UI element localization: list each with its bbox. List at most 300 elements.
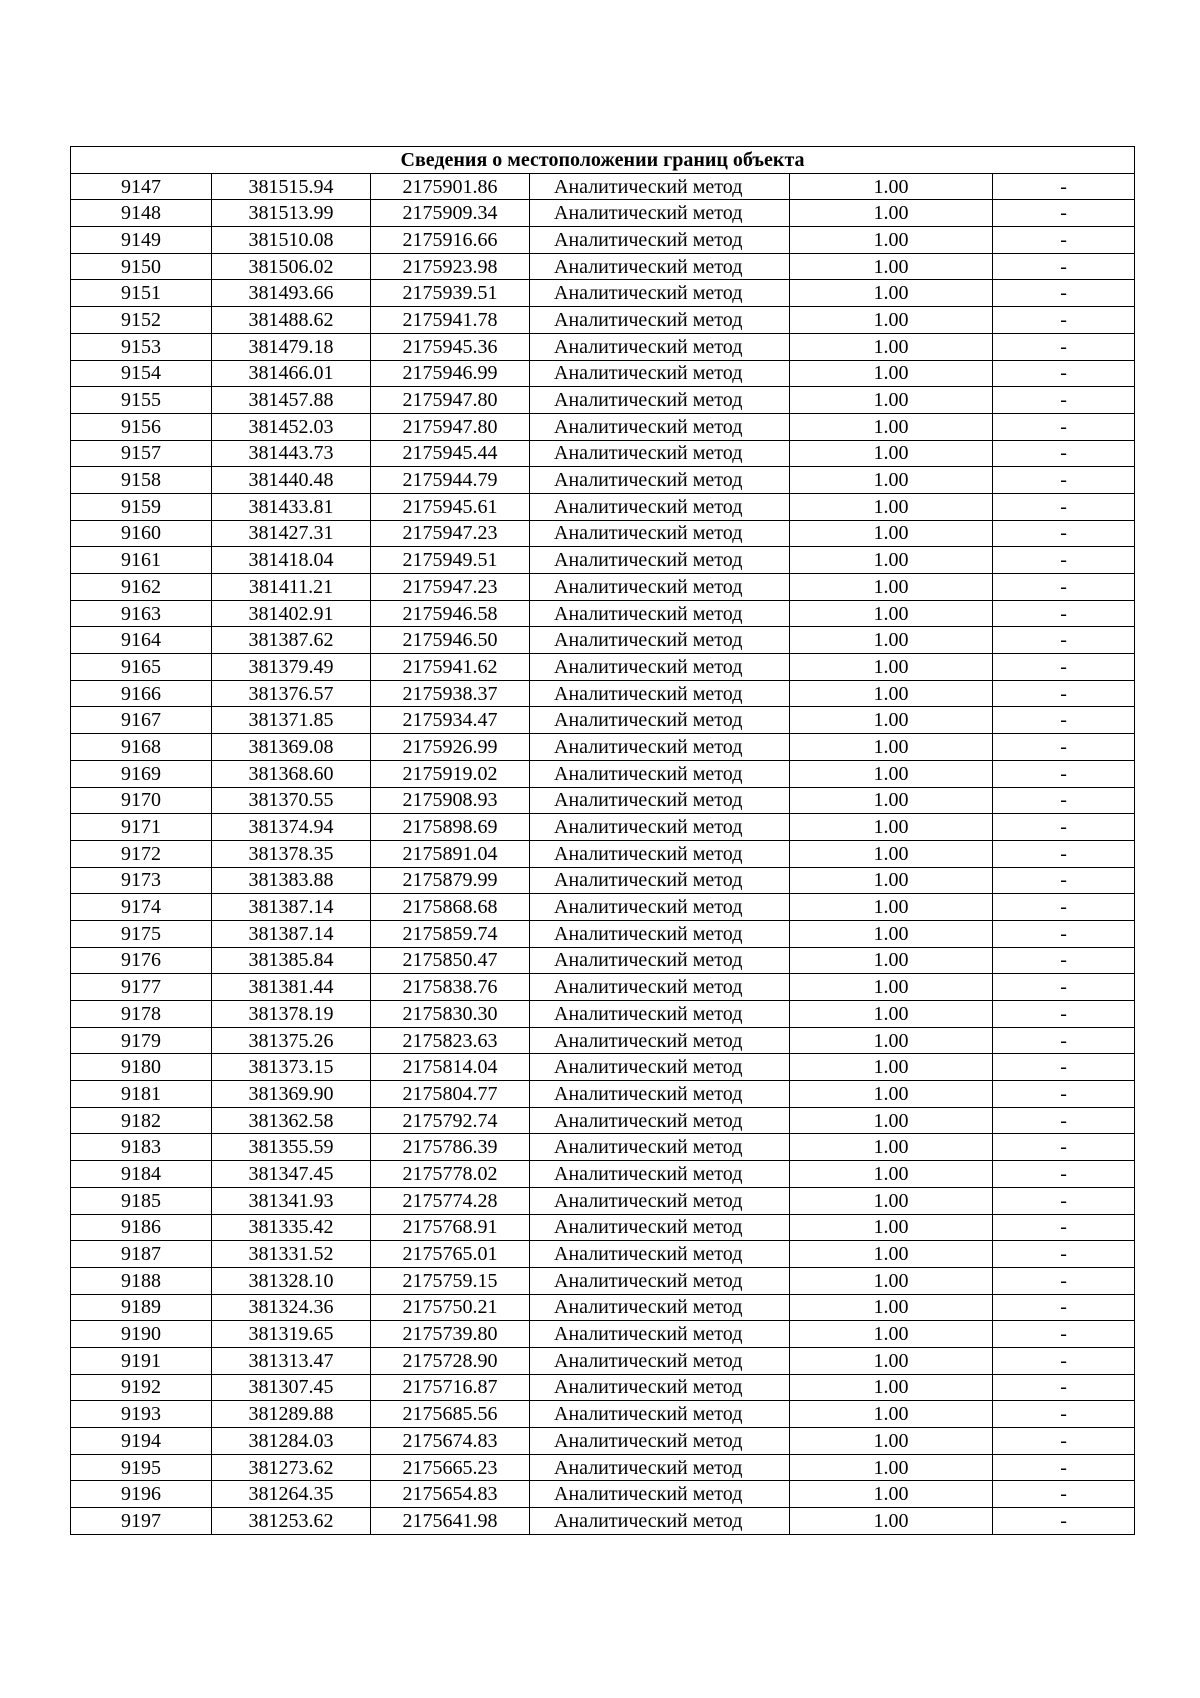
x-coordinate-cell: 381369.08: [212, 734, 371, 761]
accuracy-cell: 1.00: [790, 894, 993, 921]
method-cell: Аналитический метод: [530, 707, 790, 734]
description-cell: -: [993, 493, 1135, 520]
method-cell: Аналитический метод: [530, 680, 790, 707]
accuracy-cell: 1.00: [790, 1187, 993, 1214]
x-coordinate-cell: 381378.19: [212, 1001, 371, 1028]
y-coordinate-cell: 2175868.68: [371, 894, 530, 921]
point-number-cell: 9153: [71, 333, 212, 360]
x-coordinate-cell: 381418.04: [212, 547, 371, 574]
table-row: [71, 1267, 1135, 1294]
y-coordinate-cell: 2175934.47: [371, 707, 530, 734]
description-cell: -: [993, 840, 1135, 867]
method-cell: Аналитический метод: [530, 1027, 790, 1054]
point-number-cell: 9197: [71, 1508, 212, 1535]
x-coordinate-cell: 381375.26: [212, 1027, 371, 1054]
point-number-cell: 9157: [71, 440, 212, 467]
table-row: [71, 1401, 1135, 1428]
x-coordinate-cell: 381289.88: [212, 1401, 371, 1428]
description-cell: -: [993, 440, 1135, 467]
description-cell: -: [993, 1401, 1135, 1428]
accuracy-cell: 1.00: [790, 440, 993, 467]
description-cell: -: [993, 1374, 1135, 1401]
y-coordinate-cell: 2175901.86: [371, 173, 530, 200]
table-row: [71, 654, 1135, 681]
method-cell: Аналитический метод: [530, 1267, 790, 1294]
point-number-cell: 9181: [71, 1081, 212, 1108]
point-number-cell: 9162: [71, 574, 212, 601]
x-coordinate-cell: 381493.66: [212, 280, 371, 307]
accuracy-cell: 1.00: [790, 1374, 993, 1401]
table-row: [71, 1187, 1135, 1214]
description-cell: -: [993, 867, 1135, 894]
description-cell: -: [993, 360, 1135, 387]
x-coordinate-cell: 381433.81: [212, 493, 371, 520]
y-coordinate-cell: 2175739.80: [371, 1321, 530, 1348]
table-row: [71, 1508, 1135, 1535]
y-coordinate-cell: 2175774.28: [371, 1187, 530, 1214]
point-number-cell: 9150: [71, 253, 212, 280]
x-coordinate-cell: 381452.03: [212, 413, 371, 440]
x-coordinate-cell: 381307.45: [212, 1374, 371, 1401]
x-coordinate-cell: 381443.73: [212, 440, 371, 467]
method-cell: Аналитический метод: [530, 1001, 790, 1028]
table-row: [71, 1347, 1135, 1374]
description-cell: -: [993, 1027, 1135, 1054]
method-cell: Аналитический метод: [530, 1054, 790, 1081]
accuracy-cell: 1.00: [790, 787, 993, 814]
y-coordinate-cell: 2175823.63: [371, 1027, 530, 1054]
point-number-cell: 9196: [71, 1481, 212, 1508]
description-cell: -: [993, 920, 1135, 947]
method-cell: Аналитический метод: [530, 280, 790, 307]
description-cell: -: [993, 1161, 1135, 1188]
description-cell: -: [993, 680, 1135, 707]
method-cell: Аналитический метод: [530, 947, 790, 974]
point-number-cell: 9169: [71, 760, 212, 787]
x-coordinate-cell: 381374.94: [212, 814, 371, 841]
method-cell: Аналитический метод: [530, 1241, 790, 1268]
y-coordinate-cell: 2175946.50: [371, 627, 530, 654]
method-cell: Аналитический метод: [530, 574, 790, 601]
method-cell: Аналитический метод: [530, 1134, 790, 1161]
description-cell: -: [993, 520, 1135, 547]
y-coordinate-cell: 2175716.87: [371, 1374, 530, 1401]
table-row: [71, 760, 1135, 787]
point-number-cell: 9191: [71, 1347, 212, 1374]
y-coordinate-cell: 2175830.30: [371, 1001, 530, 1028]
y-coordinate-cell: 2175859.74: [371, 920, 530, 947]
description-cell: -: [993, 280, 1135, 307]
accuracy-cell: 1.00: [790, 627, 993, 654]
x-coordinate-cell: 381385.84: [212, 947, 371, 974]
x-coordinate-cell: 381383.88: [212, 867, 371, 894]
x-coordinate-cell: 381335.42: [212, 1214, 371, 1241]
point-number-cell: 9183: [71, 1134, 212, 1161]
table-row: [71, 547, 1135, 574]
description-cell: -: [993, 947, 1135, 974]
method-cell: Аналитический метод: [530, 1347, 790, 1374]
description-cell: -: [993, 574, 1135, 601]
accuracy-cell: 1.00: [790, 1241, 993, 1268]
y-coordinate-cell: 2175947.80: [371, 413, 530, 440]
table-row: [71, 173, 1135, 200]
method-cell: Аналитический метод: [530, 547, 790, 574]
y-coordinate-cell: 2175728.90: [371, 1347, 530, 1374]
y-coordinate-cell: 2175947.23: [371, 574, 530, 601]
accuracy-cell: 1.00: [790, 413, 993, 440]
description-cell: -: [993, 974, 1135, 1001]
x-coordinate-cell: 381411.21: [212, 574, 371, 601]
table-row: [71, 947, 1135, 974]
x-coordinate-cell: 381264.35: [212, 1481, 371, 1508]
method-cell: Аналитический метод: [530, 1481, 790, 1508]
accuracy-cell: 1.00: [790, 1134, 993, 1161]
y-coordinate-cell: 2175908.93: [371, 787, 530, 814]
y-coordinate-cell: 2175923.98: [371, 253, 530, 280]
table-row: [71, 227, 1135, 254]
point-number-cell: 9178: [71, 1001, 212, 1028]
description-cell: -: [993, 1481, 1135, 1508]
accuracy-cell: 1.00: [790, 280, 993, 307]
table-row: [71, 1027, 1135, 1054]
point-number-cell: 9190: [71, 1321, 212, 1348]
point-number-cell: 9148: [71, 200, 212, 227]
description-cell: -: [993, 707, 1135, 734]
method-cell: Аналитический метод: [530, 1374, 790, 1401]
method-cell: Аналитический метод: [530, 1214, 790, 1241]
y-coordinate-cell: 2175938.37: [371, 680, 530, 707]
accuracy-cell: 1.00: [790, 1081, 993, 1108]
y-coordinate-cell: 2175946.99: [371, 360, 530, 387]
method-cell: Аналитический метод: [530, 493, 790, 520]
description-cell: -: [993, 227, 1135, 254]
table-row: [71, 627, 1135, 654]
y-coordinate-cell: 2175850.47: [371, 947, 530, 974]
point-number-cell: 9182: [71, 1107, 212, 1134]
x-coordinate-cell: 381373.15: [212, 1054, 371, 1081]
description-cell: -: [993, 253, 1135, 280]
method-cell: Аналитический метод: [530, 920, 790, 947]
table-row: [71, 920, 1135, 947]
description-cell: -: [993, 1081, 1135, 1108]
y-coordinate-cell: 2175804.77: [371, 1081, 530, 1108]
x-coordinate-cell: 381355.59: [212, 1134, 371, 1161]
method-cell: Аналитический метод: [530, 227, 790, 254]
y-coordinate-cell: 2175674.83: [371, 1428, 530, 1455]
point-number-cell: 9155: [71, 387, 212, 414]
table-row: [71, 574, 1135, 601]
x-coordinate-cell: 381387.14: [212, 894, 371, 921]
x-coordinate-cell: 381457.88: [212, 387, 371, 414]
description-cell: -: [993, 1107, 1135, 1134]
description-cell: -: [993, 787, 1135, 814]
table-title-row: [71, 147, 1135, 174]
point-number-cell: 9164: [71, 627, 212, 654]
accuracy-cell: 1.00: [790, 1161, 993, 1188]
table-row: [71, 413, 1135, 440]
x-coordinate-cell: 381387.14: [212, 920, 371, 947]
table-row: [71, 1321, 1135, 1348]
x-coordinate-cell: 381488.62: [212, 307, 371, 334]
y-coordinate-cell: 2175765.01: [371, 1241, 530, 1268]
point-number-cell: 9165: [71, 654, 212, 681]
point-number-cell: 9159: [71, 493, 212, 520]
accuracy-cell: 1.00: [790, 734, 993, 761]
table-row: [71, 360, 1135, 387]
accuracy-cell: 1.00: [790, 814, 993, 841]
method-cell: Аналитический метод: [530, 1321, 790, 1348]
x-coordinate-cell: 381371.85: [212, 707, 371, 734]
x-coordinate-cell: 381402.91: [212, 600, 371, 627]
point-number-cell: 9168: [71, 734, 212, 761]
description-cell: -: [993, 1428, 1135, 1455]
point-number-cell: 9180: [71, 1054, 212, 1081]
method-cell: Аналитический метод: [530, 413, 790, 440]
x-coordinate-cell: 381466.01: [212, 360, 371, 387]
accuracy-cell: 1.00: [790, 1508, 993, 1535]
x-coordinate-cell: 381324.36: [212, 1294, 371, 1321]
table-row: [71, 333, 1135, 360]
table-row: [71, 894, 1135, 921]
table-row: [71, 867, 1135, 894]
point-number-cell: 9171: [71, 814, 212, 841]
description-cell: -: [993, 1214, 1135, 1241]
point-number-cell: 9154: [71, 360, 212, 387]
table-row: [71, 493, 1135, 520]
point-number-cell: 9186: [71, 1214, 212, 1241]
method-cell: Аналитический метод: [530, 1081, 790, 1108]
x-coordinate-cell: 381328.10: [212, 1267, 371, 1294]
description-cell: -: [993, 1294, 1135, 1321]
x-coordinate-cell: 381510.08: [212, 227, 371, 254]
description-cell: -: [993, 814, 1135, 841]
description-cell: -: [993, 1267, 1135, 1294]
x-coordinate-cell: 381368.60: [212, 760, 371, 787]
method-cell: Аналитический метод: [530, 734, 790, 761]
table-row: [71, 840, 1135, 867]
method-cell: Аналитический метод: [530, 894, 790, 921]
y-coordinate-cell: 2175939.51: [371, 280, 530, 307]
method-cell: Аналитический метод: [530, 1508, 790, 1535]
point-number-cell: 9195: [71, 1454, 212, 1481]
accuracy-cell: 1.00: [790, 1107, 993, 1134]
accuracy-cell: 1.00: [790, 1481, 993, 1508]
method-cell: Аналитический метод: [530, 440, 790, 467]
accuracy-cell: 1.00: [790, 1001, 993, 1028]
x-coordinate-cell: 381379.49: [212, 654, 371, 681]
table-row: [71, 787, 1135, 814]
description-cell: -: [993, 894, 1135, 921]
y-coordinate-cell: 2175654.83: [371, 1481, 530, 1508]
method-cell: Аналитический метод: [530, 654, 790, 681]
accuracy-cell: 1.00: [790, 1428, 993, 1455]
accuracy-cell: 1.00: [790, 1454, 993, 1481]
description-cell: -: [993, 1241, 1135, 1268]
x-coordinate-cell: 381513.99: [212, 200, 371, 227]
x-coordinate-cell: 381331.52: [212, 1241, 371, 1268]
y-coordinate-cell: 2175947.80: [371, 387, 530, 414]
x-coordinate-cell: 381253.62: [212, 1508, 371, 1535]
description-cell: -: [993, 200, 1135, 227]
method-cell: Аналитический метод: [530, 1294, 790, 1321]
y-coordinate-cell: 2175946.58: [371, 600, 530, 627]
method-cell: Аналитический метод: [530, 200, 790, 227]
y-coordinate-cell: 2175891.04: [371, 840, 530, 867]
y-coordinate-cell: 2175947.23: [371, 520, 530, 547]
point-number-cell: 9160: [71, 520, 212, 547]
description-cell: -: [993, 1347, 1135, 1374]
method-cell: Аналитический метод: [530, 520, 790, 547]
accuracy-cell: 1.00: [790, 1214, 993, 1241]
x-coordinate-cell: 381376.57: [212, 680, 371, 707]
description-cell: -: [993, 547, 1135, 574]
y-coordinate-cell: 2175792.74: [371, 1107, 530, 1134]
table-row: [71, 1081, 1135, 1108]
accuracy-cell: 1.00: [790, 867, 993, 894]
point-number-cell: 9163: [71, 600, 212, 627]
accuracy-cell: 1.00: [790, 574, 993, 601]
point-number-cell: 9156: [71, 413, 212, 440]
x-coordinate-cell: 381347.45: [212, 1161, 371, 1188]
point-number-cell: 9177: [71, 974, 212, 1001]
y-coordinate-cell: 2175898.69: [371, 814, 530, 841]
y-coordinate-cell: 2175750.21: [371, 1294, 530, 1321]
point-number-cell: 9184: [71, 1161, 212, 1188]
y-coordinate-cell: 2175945.61: [371, 493, 530, 520]
table-body: [71, 173, 1135, 1534]
table-row: [71, 680, 1135, 707]
method-cell: Аналитический метод: [530, 787, 790, 814]
accuracy-cell: 1.00: [790, 307, 993, 334]
x-coordinate-cell: 381515.94: [212, 173, 371, 200]
method-cell: Аналитический метод: [530, 760, 790, 787]
x-coordinate-cell: 381362.58: [212, 1107, 371, 1134]
method-cell: Аналитический метод: [530, 814, 790, 841]
accuracy-cell: 1.00: [790, 600, 993, 627]
table-row: [71, 1241, 1135, 1268]
accuracy-cell: 1.00: [790, 1294, 993, 1321]
accuracy-cell: 1.00: [790, 173, 993, 200]
description-cell: -: [993, 1508, 1135, 1535]
x-coordinate-cell: 381319.65: [212, 1321, 371, 1348]
accuracy-cell: 1.00: [790, 200, 993, 227]
point-number-cell: 9158: [71, 467, 212, 494]
table-row: [71, 974, 1135, 1001]
table-title: Сведения о местоположении границ объекта: [71, 147, 1135, 174]
method-cell: Аналитический метод: [530, 360, 790, 387]
description-cell: -: [993, 307, 1135, 334]
method-cell: Аналитический метод: [530, 307, 790, 334]
accuracy-cell: 1.00: [790, 360, 993, 387]
table-row: [71, 280, 1135, 307]
point-number-cell: 9172: [71, 840, 212, 867]
method-cell: Аналитический метод: [530, 1401, 790, 1428]
description-cell: -: [993, 600, 1135, 627]
x-coordinate-cell: 381341.93: [212, 1187, 371, 1214]
x-coordinate-cell: 381427.31: [212, 520, 371, 547]
y-coordinate-cell: 2175641.98: [371, 1508, 530, 1535]
x-coordinate-cell: 381369.90: [212, 1081, 371, 1108]
x-coordinate-cell: 381387.62: [212, 627, 371, 654]
y-coordinate-cell: 2175838.76: [371, 974, 530, 1001]
method-cell: Аналитический метод: [530, 1107, 790, 1134]
description-cell: -: [993, 1134, 1135, 1161]
method-cell: Аналитический метод: [530, 1161, 790, 1188]
table-row: [71, 1107, 1135, 1134]
method-cell: Аналитический метод: [530, 867, 790, 894]
point-number-cell: 9173: [71, 867, 212, 894]
table-row: [71, 814, 1135, 841]
description-cell: -: [993, 1054, 1135, 1081]
x-coordinate-cell: 381479.18: [212, 333, 371, 360]
table-row: [71, 200, 1135, 227]
x-coordinate-cell: 381273.62: [212, 1454, 371, 1481]
table-row: [71, 520, 1135, 547]
point-number-cell: 9185: [71, 1187, 212, 1214]
description-cell: -: [993, 627, 1135, 654]
point-number-cell: 9188: [71, 1267, 212, 1294]
table-row: [71, 1134, 1135, 1161]
point-number-cell: 9161: [71, 547, 212, 574]
table-row: [71, 734, 1135, 761]
x-coordinate-cell: 381381.44: [212, 974, 371, 1001]
accuracy-cell: 1.00: [790, 974, 993, 1001]
y-coordinate-cell: 2175879.99: [371, 867, 530, 894]
accuracy-cell: 1.00: [790, 493, 993, 520]
method-cell: Аналитический метод: [530, 840, 790, 867]
description-cell: -: [993, 1454, 1135, 1481]
y-coordinate-cell: 2175945.44: [371, 440, 530, 467]
y-coordinate-cell: 2175941.78: [371, 307, 530, 334]
method-cell: Аналитический метод: [530, 333, 790, 360]
accuracy-cell: 1.00: [790, 520, 993, 547]
point-number-cell: 9193: [71, 1401, 212, 1428]
accuracy-cell: 1.00: [790, 1347, 993, 1374]
description-cell: -: [993, 654, 1135, 681]
y-coordinate-cell: 2175786.39: [371, 1134, 530, 1161]
y-coordinate-cell: 2175685.56: [371, 1401, 530, 1428]
point-number-cell: 9194: [71, 1428, 212, 1455]
y-coordinate-cell: 2175665.23: [371, 1454, 530, 1481]
y-coordinate-cell: 2175949.51: [371, 547, 530, 574]
accuracy-cell: 1.00: [790, 467, 993, 494]
accuracy-cell: 1.00: [790, 1267, 993, 1294]
point-number-cell: 9192: [71, 1374, 212, 1401]
point-number-cell: 9175: [71, 920, 212, 947]
y-coordinate-cell: 2175944.79: [371, 467, 530, 494]
description-cell: -: [993, 1187, 1135, 1214]
accuracy-cell: 1.00: [790, 840, 993, 867]
description-cell: -: [993, 1001, 1135, 1028]
table-row: [71, 707, 1135, 734]
y-coordinate-cell: 2175768.91: [371, 1214, 530, 1241]
table-row: [71, 387, 1135, 414]
method-cell: Аналитический метод: [530, 627, 790, 654]
boundary-coordinates-table: [70, 146, 1135, 1535]
table-row: [71, 1054, 1135, 1081]
accuracy-cell: 1.00: [790, 1401, 993, 1428]
description-cell: -: [993, 734, 1135, 761]
table-row: [71, 1454, 1135, 1481]
description-cell: -: [993, 387, 1135, 414]
method-cell: Аналитический метод: [530, 1187, 790, 1214]
accuracy-cell: 1.00: [790, 760, 993, 787]
point-number-cell: 9151: [71, 280, 212, 307]
table-row: [71, 1294, 1135, 1321]
accuracy-cell: 1.00: [790, 227, 993, 254]
table-row: [71, 1001, 1135, 1028]
table-row: [71, 467, 1135, 494]
